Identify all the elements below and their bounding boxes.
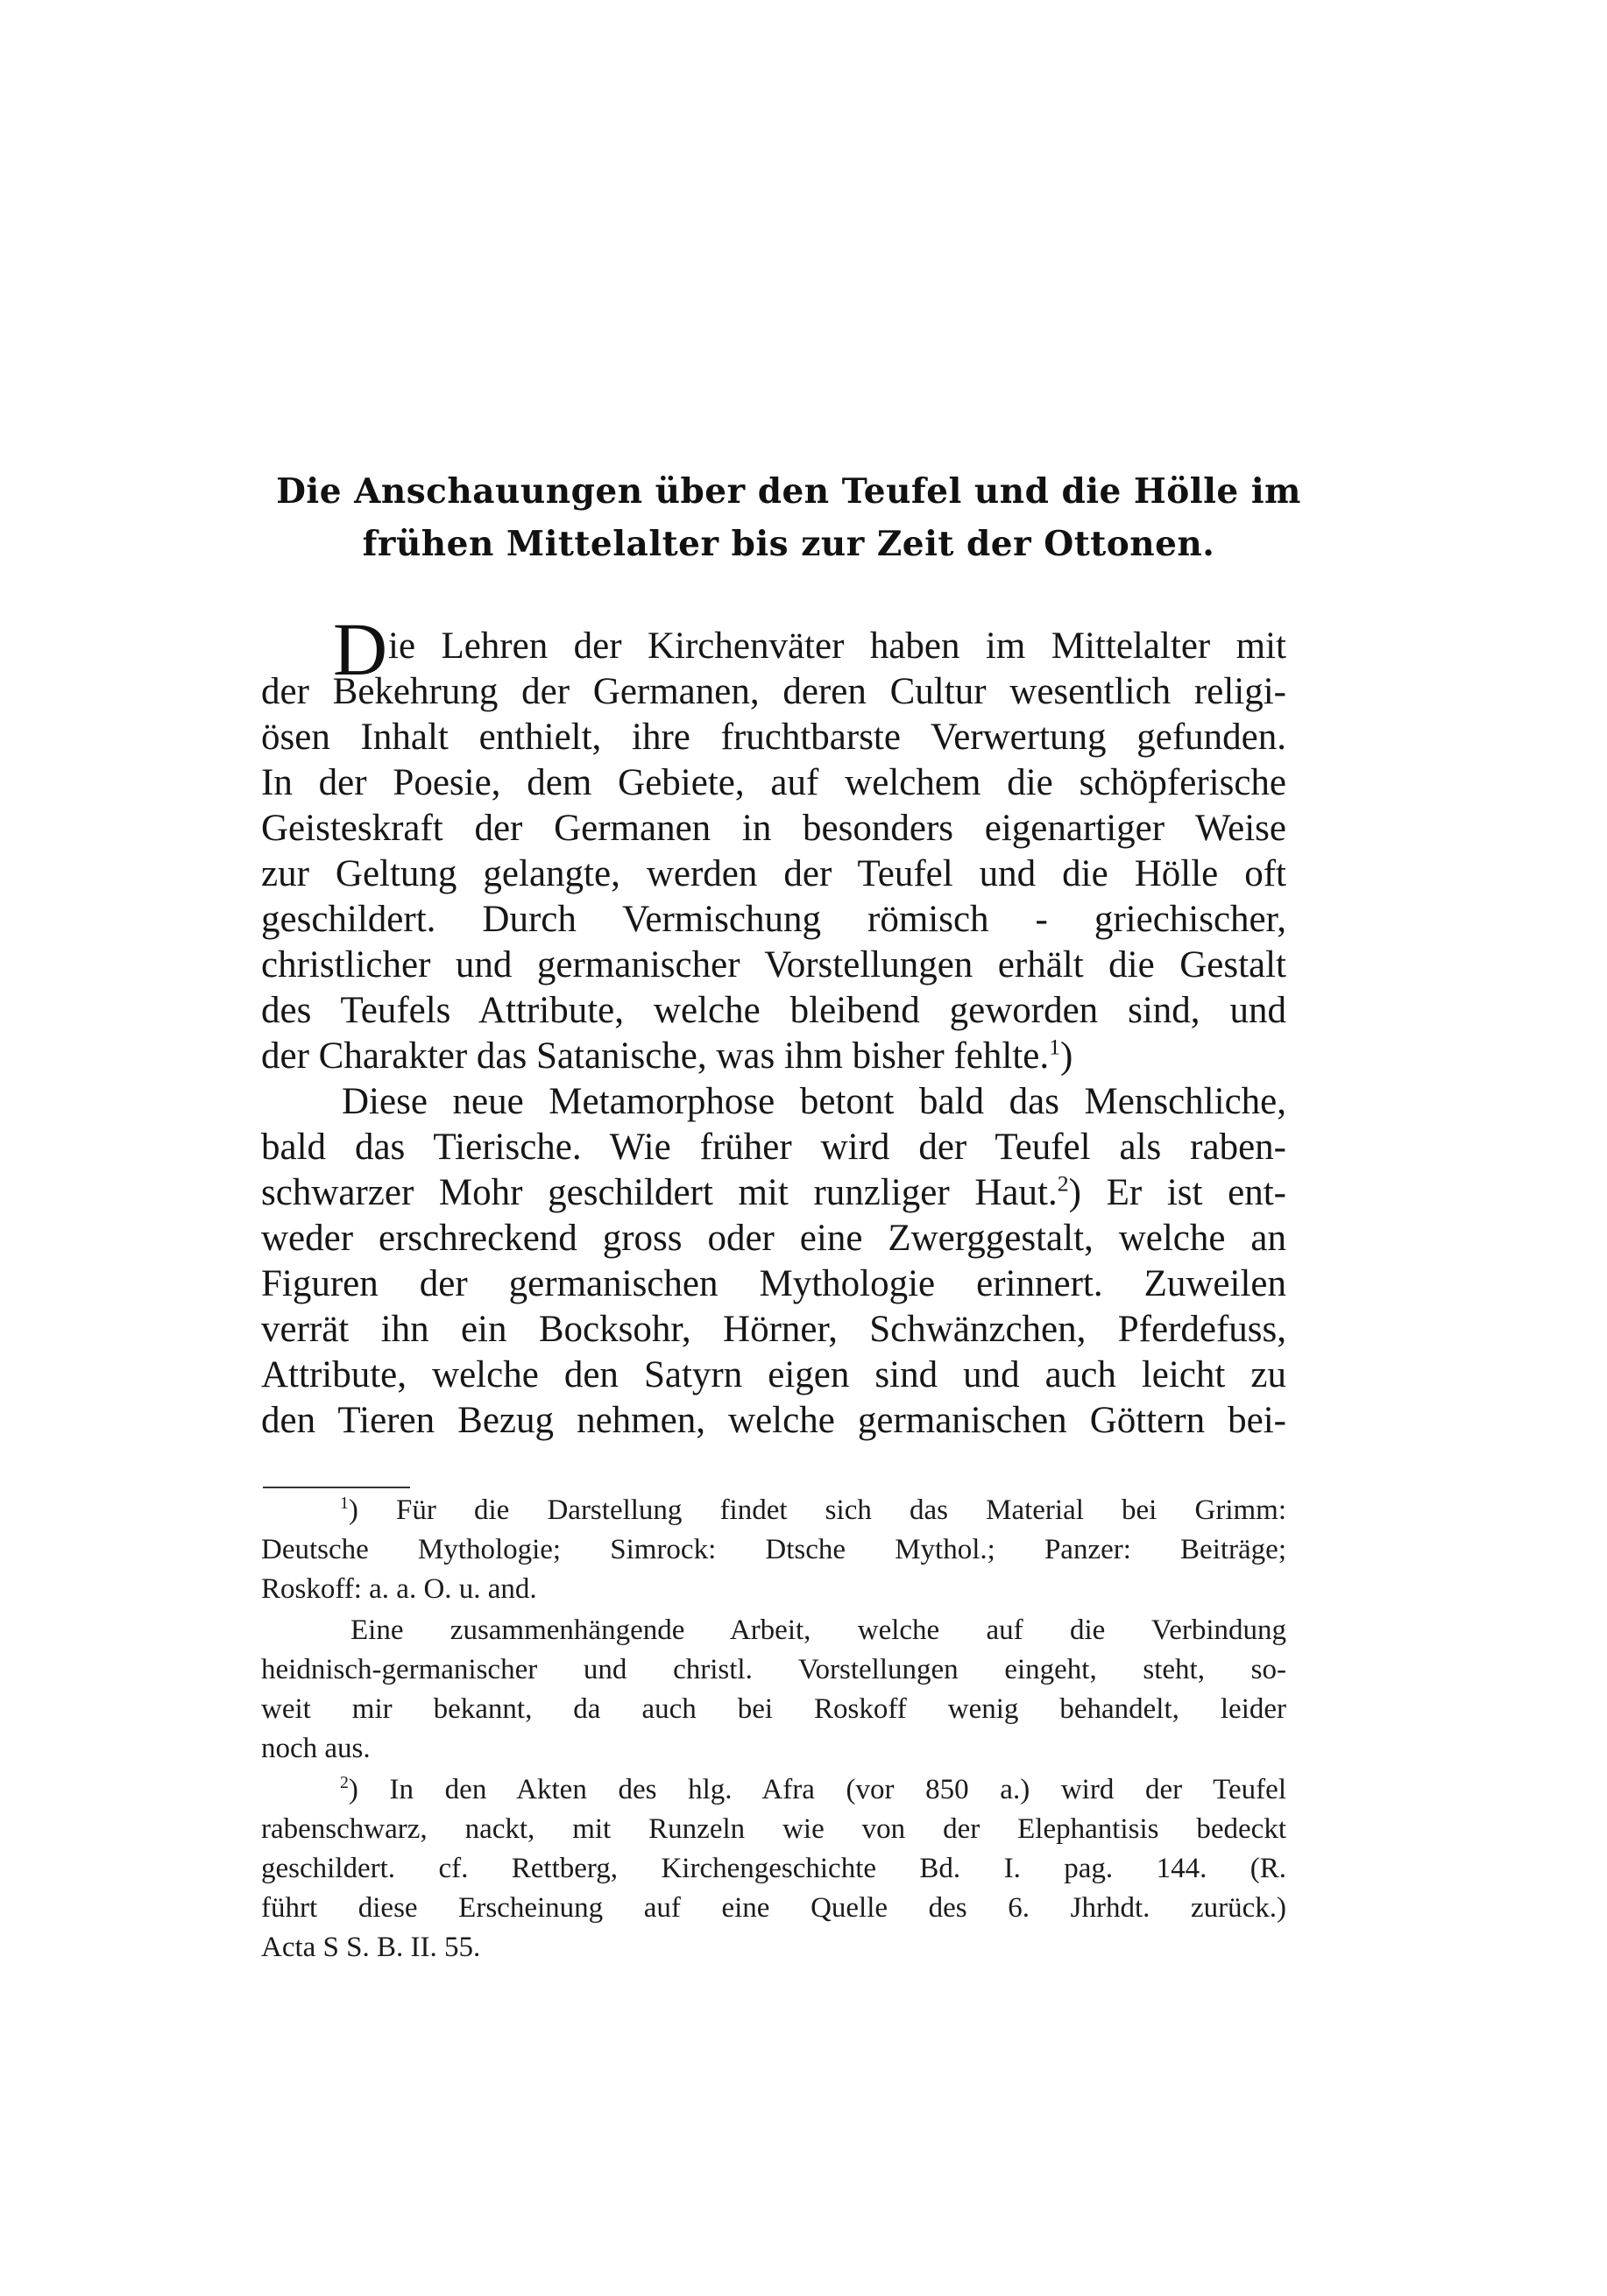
footnote-1-continuation-line-3: weit mir bekannt, da auch bei Roskoff wenig behandelt, leider <box>261 1693 1286 1725</box>
paragraph-2-line-1: Diese neue Metamorphose betont bald das Menschliche, <box>342 1081 1286 1122</box>
footnote-2-line-5: Acta S S. B. II. 55. <box>261 1932 481 1963</box>
paragraph-2-line-3-text: schwarzer Mohr geschildert mit runzliger Haut. <box>261 1172 1058 1213</box>
paragraph-2-line-3 <box>261 1170 1286 1216</box>
paragraph-1-line-10-text: der Charakter das Satanische, was ihm bisher fehlte. <box>261 1035 1050 1077</box>
drop-cap-initial: D <box>333 607 388 691</box>
footnote-2-line-2: rabenschwarz, nackt, mit Runzeln wie von der Elephantisis bedeckt <box>261 1813 1286 1845</box>
footnote-1-continuation-line-2: heidnisch-germanischer und christl. Vorstellungen eingeht, steht, so- <box>261 1654 1286 1685</box>
footnote-2-line-3: geschildert. cf. Rettberg, Kirchengeschichte Bd. I. pag. 144. (R. <box>261 1853 1286 1884</box>
paragraph-1-line-6: zur Geltung gelangte, werden der Teufel und die Hölle oft <box>261 853 1286 894</box>
footnote-1-line-1 <box>340 1491 1286 1530</box>
paragraph-1-line-9: des Teufels Attribute, welche bleibend geworden sind, und <box>261 990 1286 1031</box>
paragraph-1-line-4: In der Poesie, dem Gebiete, auf welchem die schöpferische <box>261 762 1286 803</box>
paragraph-2-line-6: verrät ihn ein Bocksohr, Hörner, Schwänzchen, Pferdefuss, <box>261 1309 1286 1350</box>
paragraph-2-line-4: weder erschreckend gross oder eine Zwerggestalt, welche an <box>261 1218 1286 1259</box>
paragraph-1-line-3: ösen Inhalt enthielt, ihre fruchtbarste Verwertung gefunden. <box>261 717 1286 758</box>
footnote-1-line-3: Roskoff: a. a. O. u. and. <box>261 1573 537 1605</box>
paragraph-1-line-10 <box>261 1034 1286 1079</box>
footnote-2-line-1 <box>340 1770 1286 1810</box>
footnote-2-marker: 2 <box>340 1773 349 1792</box>
paragraph-2-line-8: den Tieren Bezug nehmen, welche germanischen Göttern bei- <box>261 1400 1286 1441</box>
paragraph-2-line-3-tail: ) Er ist ent- <box>1068 1172 1286 1213</box>
paragraph-2-line-2: bald das Tierische. Wie früher wird der Teufel als raben- <box>261 1127 1286 1168</box>
footnote-1-continuation-line-1: Eine zusammenhängende Arbeit, welche auf die Verbindung <box>350 1614 1286 1646</box>
footnote-2-line-1-text: ) In den Akten des hlg. Afra (vor 850 a.) wird der Teufel <box>348 1774 1286 1805</box>
chapter-title-line-1: Die Anschauungen über den Teufel und die Hölle im <box>276 471 1301 512</box>
footnote-ref-1-close: ) <box>1060 1035 1073 1077</box>
footnote-separator <box>263 1487 410 1488</box>
footnote-1-line-2: Deutsche Mythologie; Simrock: Dtsche Mythol.; Panzer: Beiträge; <box>261 1534 1286 1565</box>
paragraph-1-line-5: Geisteskraft der Germanen in besonders eigenartiger Weise <box>261 808 1286 849</box>
paragraph-2-line-5: Figuren der germanischen Mythologie erinnert. Zuweilen <box>261 1263 1286 1304</box>
footnote-ref-1: 1 <box>1049 1034 1061 1060</box>
paragraph-1-line-7: geschildert. Durch Vermischung römisch - griechischer, <box>261 899 1286 940</box>
footnote-1-marker: 1 <box>340 1494 349 1513</box>
footnote-2-line-4: führt diese Erscheinung auf eine Quelle des 6. Jhrhdt. zurück.) <box>261 1892 1286 1924</box>
paragraph-2-line-7: Attribute, welche den Satyrn eigen sind und auch leicht zu <box>261 1354 1286 1395</box>
footnote-1-continuation-line-4: noch aus. <box>261 1733 371 1764</box>
paragraph-1-line-2: der Bekehrung der Germanen, deren Cultur wesentlich religi- <box>261 671 1286 712</box>
paragraph-1-line-8: christlicher und germanischer Vorstellungen erhält die Gestalt <box>261 944 1286 986</box>
paragraph-1-line-1: ie Lehren der Kirchenväter haben im Mittelalter mit <box>388 625 1286 667</box>
footnote-ref-2: 2 <box>1057 1170 1069 1197</box>
chapter-title-line-2: frühen Mittelalter bis zur Zeit der Ottonen. <box>362 524 1215 564</box>
footnote-1-line-1-text: ) Für die Darstellung findet sich das Material bei Grimm: <box>348 1494 1286 1526</box>
